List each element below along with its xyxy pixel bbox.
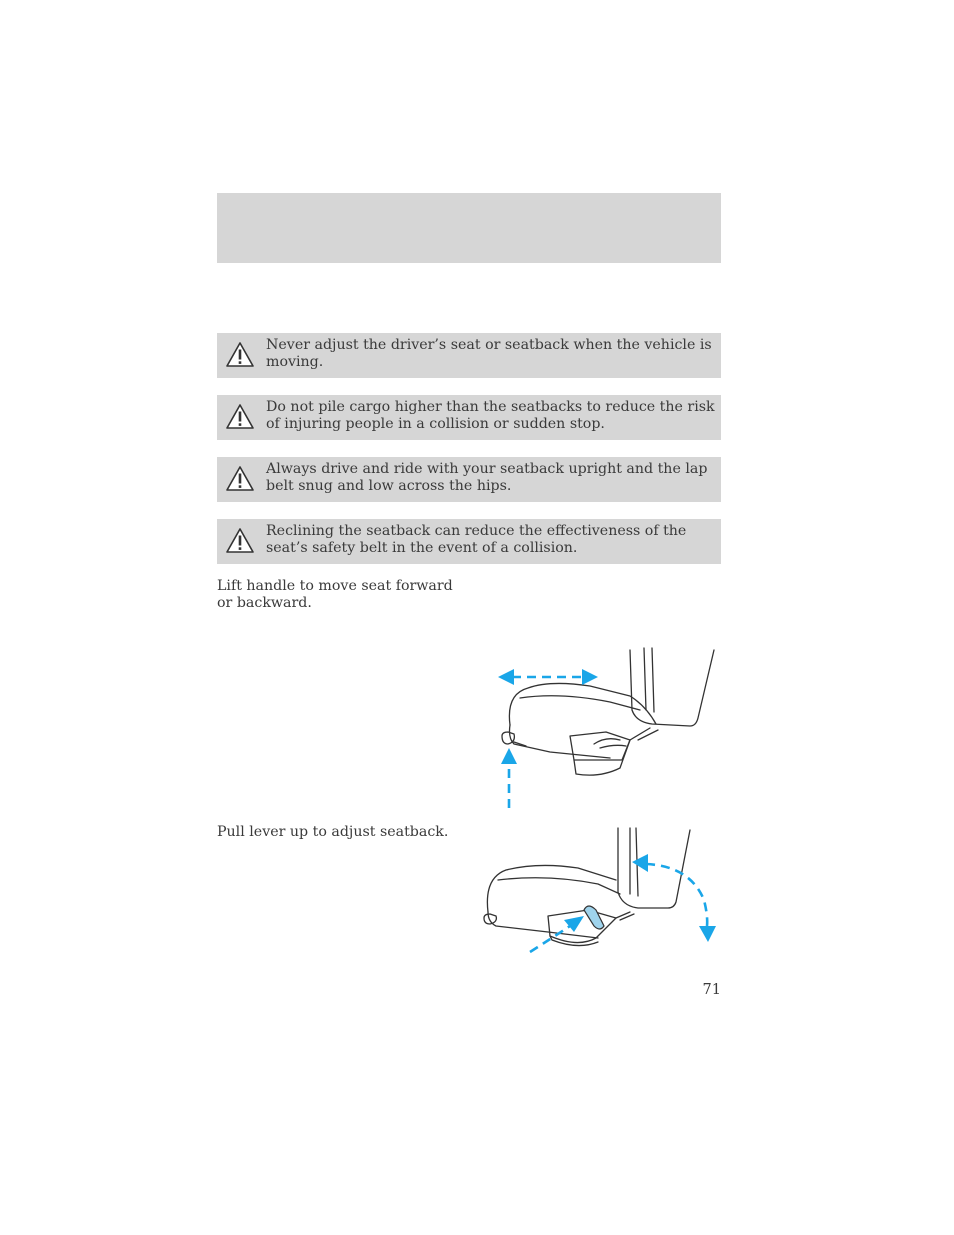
seatback-recline-illustration (478, 822, 723, 962)
warning-text: Never adjust the driver’s seat or seatback when the vehicle is moving. (266, 337, 712, 370)
page-number: 71 (702, 982, 721, 998)
recline-lever-icon (584, 906, 604, 929)
warning-text: Always drive and ride with your seatback upright and the lap belt snug and low across the hips. (266, 461, 708, 494)
instruction-recline: Pull lever up to adjust seatback. (217, 824, 449, 840)
warning-box-reclining (217, 519, 721, 564)
warning-text: Do not pile cargo higher than the seatbacks to reduce the risk of injuring people in a collision or sudden stop. (266, 399, 715, 432)
fore-aft-arrow-icon (498, 669, 598, 685)
instruction-fore-aft: Lift handle to move seat forward or backward. (217, 578, 453, 611)
header-band (217, 193, 721, 263)
warning-triangle-icon (225, 403, 255, 430)
warning-box-seat-adjust (217, 333, 721, 378)
seat-fore-aft-illustration (490, 640, 725, 815)
warning-box-cargo (217, 395, 721, 440)
pull-lever-arrow-icon (530, 916, 584, 952)
lift-handle-arrow-icon (501, 748, 517, 808)
warning-box-upright (217, 457, 721, 502)
warning-triangle-icon (225, 465, 255, 492)
warning-text: Reclining the seatback can reduce the effectiveness of the seat’s safety belt in the event of a collision. (266, 523, 687, 556)
recline-arrow-icon (632, 854, 716, 942)
warning-triangle-icon (225, 341, 255, 368)
warning-triangle-icon (225, 527, 255, 554)
